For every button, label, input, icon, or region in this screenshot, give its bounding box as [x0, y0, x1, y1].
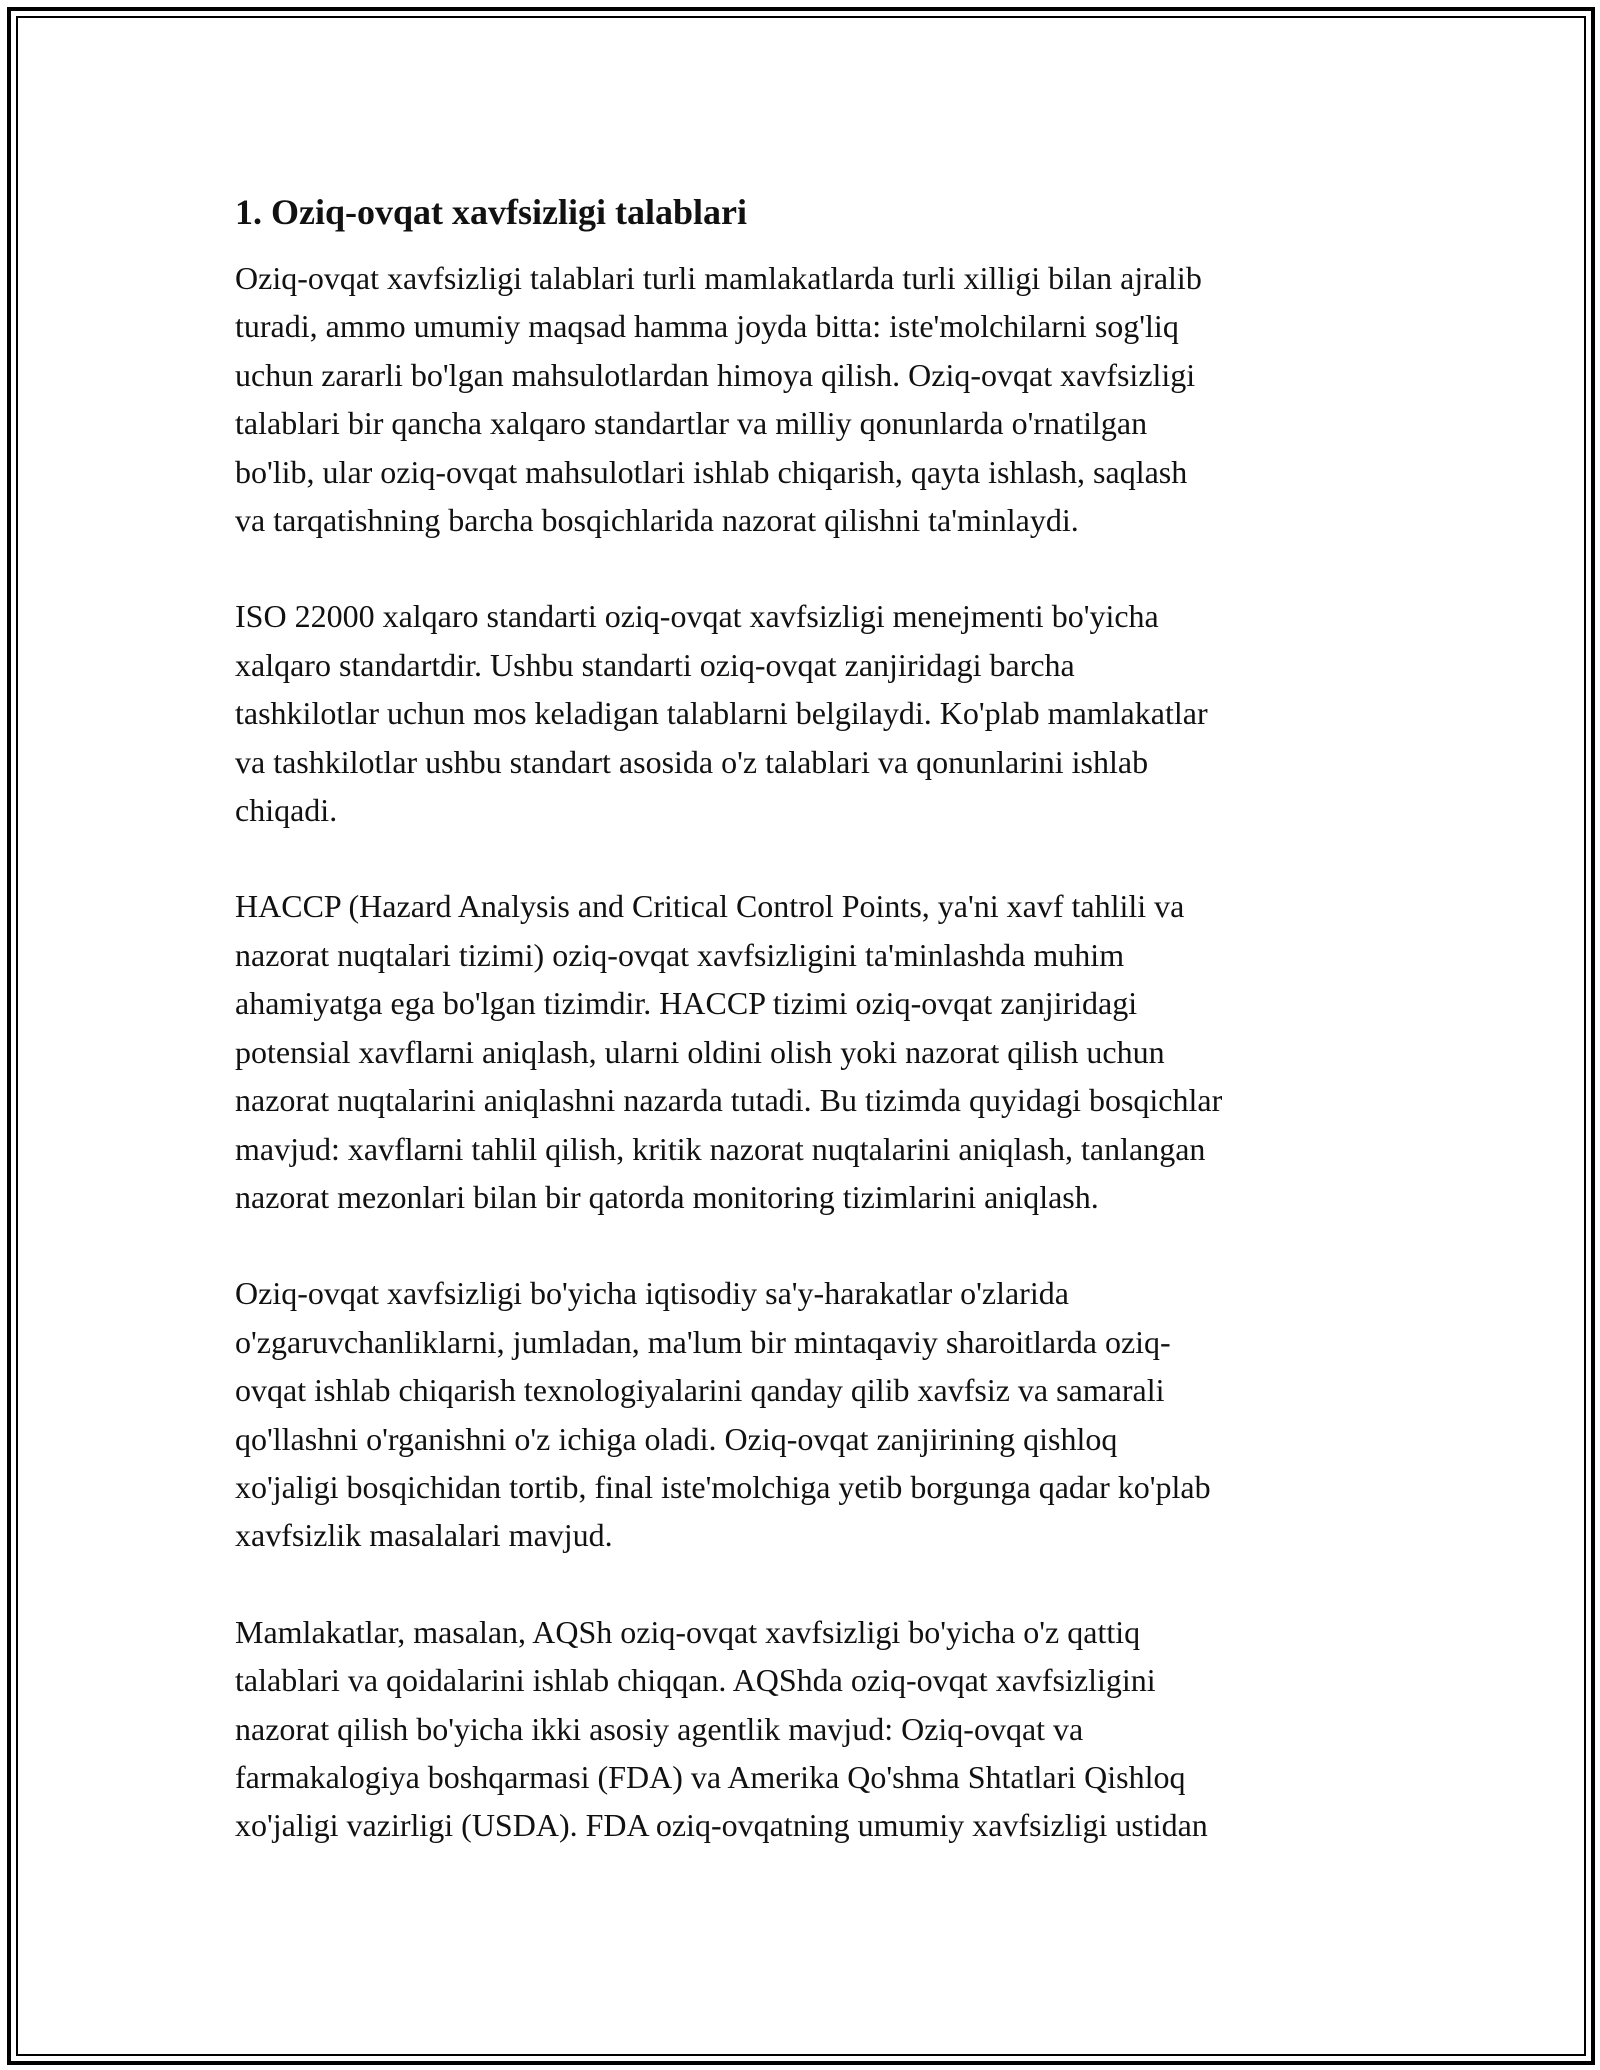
paragraph-line: xo'jaligi bosqichidan tortib, final iste'molchiga yetib borgunga qadar ko'plab: [235, 1468, 1211, 1505]
paragraph: [235, 1269, 1375, 1559]
paragraph-line: HACCP (Hazard Analysis and Critical Control Points, ya'ni xavf tahlili va: [235, 888, 1185, 925]
paragraph-line: xavfsizlik masalalari mavjud.: [235, 1517, 613, 1554]
section-heading: 1. Oziq-ovqat xavfsizligi talablari: [235, 192, 747, 232]
paragraph-line: ISO 22000 xalqaro standarti oziq-ovqat xavfsizligi menejmenti bo'yicha: [235, 598, 1159, 635]
paragraph-line: xo'jaligi vazirligi (USDA). FDA oziq-ovqatning umumiy xavfsizligi ustidan: [235, 1807, 1208, 1844]
paragraph: [235, 592, 1375, 834]
paragraph-line: nazorat mezonlari bilan bir qatorda monitoring tizimlarini aniqlash.: [235, 1178, 1099, 1215]
paragraph-line: mavjud: xavflarni tahlil qilish, kritik nazorat nuqtalarini aniqlash, tanlangan: [235, 1130, 1206, 1167]
document-body: [235, 188, 1375, 1898]
paragraph-line: Oziq-ovqat xavfsizligi bo'yicha iqtisodiy sa'y-harakatlar o'zlarida: [235, 1275, 1069, 1312]
paragraph-line: nazorat nuqtalarini aniqlashni nazarda tutadi. Bu tizimda quyidagi bosqichlar: [235, 1082, 1223, 1119]
paragraph-line: tashkilotlar uchun mos keladigan talablarni belgilaydi. Ko'plab mamlakatlar: [235, 695, 1208, 732]
paragraph-line: va tarqatishning barcha bosqichlarida nazorat qilishni ta'minlaydi.: [235, 502, 1079, 539]
paragraph-line: talablari va qoidalarini ishlab chiqqan. AQShda oziq-ovqat xavfsizligini: [235, 1662, 1156, 1699]
paragraph-line: talablari bir qancha xalqaro standartlar va milliy qonunlarda o'rnatilgan: [235, 405, 1148, 442]
paragraph-line: xalqaro standartdir. Ushbu standarti oziq-ovqat zanjiridagi barcha: [235, 646, 1075, 683]
paragraph-line: ahamiyatga ega bo'lgan tizimdir. HACCP tizimi oziq-ovqat zanjiridagi: [235, 985, 1138, 1022]
paragraph-line: va tashkilotlar ushbu standart asosida o'z talablari va qonunlarini ishlab: [235, 743, 1149, 780]
paragraph-line: qo'llashni o'rganishni o'z ichiga oladi. Oziq-ovqat zanjirining qishloq: [235, 1420, 1118, 1457]
paragraph: [235, 254, 1375, 544]
paragraph-line: nazorat qilish bo'yicha ikki asosiy agentlik mavjud: Oziq-ovqat va: [235, 1710, 1084, 1747]
paragraph-line: bo'lib, ular oziq-ovqat mahsulotlari ishlab chiqarish, qayta ishlash, saqlash: [235, 453, 1188, 490]
paragraph-line: ovqat ishlab chiqarish texnologiyalarini qanday qilib xavfsiz va samarali: [235, 1372, 1165, 1409]
paragraph-line: farmakalogiya boshqarmasi (FDA) va Amerika Qo'shma Shtatlari Qishloq: [235, 1758, 1186, 1795]
paragraph-line: Oziq-ovqat xavfsizligi talablari turli mamlakatlarda turli xilligi bilan ajralib: [235, 260, 1202, 296]
paragraph-list: [235, 254, 1375, 1850]
paragraph-line: o'zgaruvchanliklarni, jumladan, ma'lum bir mintaqaviy sharoitlarda oziq-: [235, 1323, 1171, 1360]
paragraph: [235, 1608, 1375, 1850]
paragraph-line: Mamlakatlar, masalan, AQSh oziq-ovqat xavfsizligi bo'yicha o'z qattiq: [235, 1613, 1141, 1650]
paragraph-line: uchun zararli bo'lgan mahsulotlardan himoya qilish. Oziq-ovqat xavfsizligi: [235, 356, 1196, 393]
paragraph: [235, 882, 1375, 1221]
paragraph-line: turadi, ammo umumiy maqsad hamma joyda bitta: iste'molchilarni sog'liq: [235, 308, 1179, 345]
paragraph-line: nazorat nuqtalari tizimi) oziq-ovqat xavfsizligini ta'minlashda muhim: [235, 936, 1125, 973]
paragraph-line: potensial xavflarni aniqlash, ularni oldini olish yoki nazorat qilish uchun: [235, 1033, 1165, 1070]
paragraph-line: chiqadi.: [235, 792, 338, 829]
